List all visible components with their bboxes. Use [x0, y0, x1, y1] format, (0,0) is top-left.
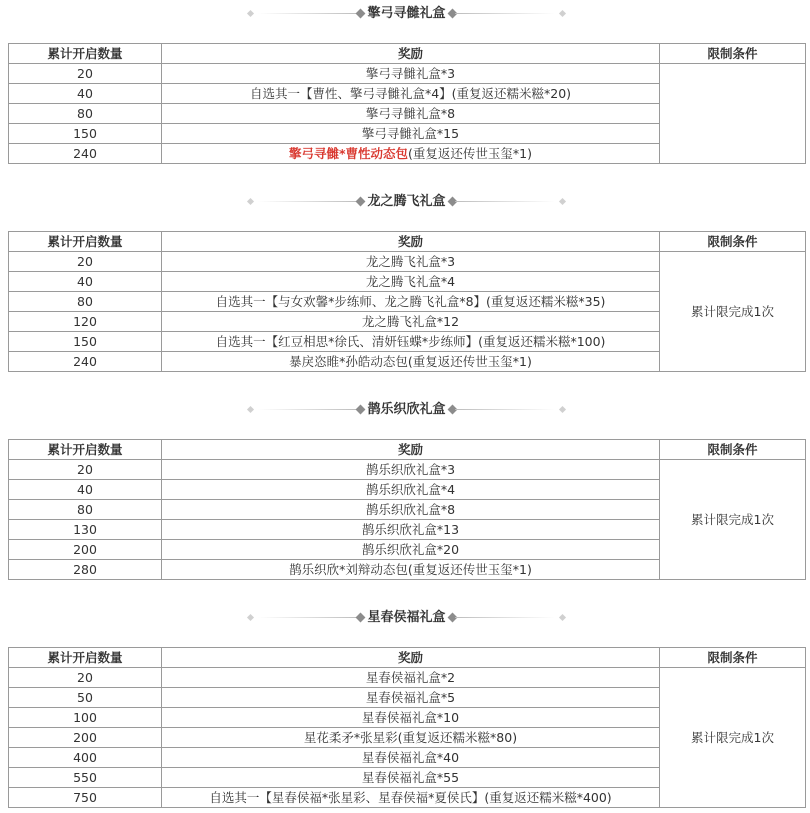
reward-cell: 鹊乐织欣礼盒*3 [162, 460, 660, 480]
count-cell: 100 [9, 708, 162, 728]
count-cell: 80 [9, 104, 162, 124]
header-reward: 奖励 [162, 44, 660, 64]
limit-cell [660, 64, 806, 164]
section-title-label: 星春侯福礼盒 [367, 610, 446, 625]
reward-cell: 擎弓寻雠礼盒*15 [162, 124, 660, 144]
divider [455, 201, 555, 202]
table-header-row [9, 232, 806, 252]
reward-cell: 星春侯福礼盒*40 [162, 748, 660, 768]
header-count: 累计开启数量 [9, 648, 162, 668]
count-cell: 150 [9, 332, 162, 352]
count-cell: 40 [9, 272, 162, 292]
highlight-reward: 擎弓寻雠*曹性动态包 [288, 145, 409, 161]
header-count: 累计开启数量 [9, 44, 162, 64]
table-row [9, 460, 806, 480]
count-cell: 150 [9, 124, 162, 144]
count-cell: 40 [9, 480, 162, 500]
reward-cell: 星春侯福礼盒*10 [162, 708, 660, 728]
reward-cell: 自选其一【星春侯福*张星彩、星春侯福*夏侯氏】(重复返还糯米糍*400) [162, 788, 660, 808]
count-cell: 750 [9, 788, 162, 808]
diamond-icon [247, 406, 254, 413]
section-3 [8, 398, 805, 580]
header-limit: 限制条件 [660, 232, 806, 252]
reward-tail: (重复返还传世玉玺*1) [408, 145, 532, 161]
reward-cell: 龙之腾飞礼盒*4 [162, 272, 660, 292]
count-cell: 200 [9, 728, 162, 748]
reward-cell: 星春侯福礼盒*2 [162, 668, 660, 688]
header-count: 累计开启数量 [9, 232, 162, 252]
table-header-row [9, 648, 806, 668]
reward-cell [162, 144, 660, 164]
divider [258, 201, 358, 202]
section-title [8, 2, 805, 26]
count-cell: 20 [9, 252, 162, 272]
diamond-icon [247, 614, 254, 621]
divider [258, 409, 358, 410]
reward-cell: 擎弓寻雠礼盒*3 [162, 64, 660, 84]
diamond-icon [247, 198, 254, 205]
header-limit: 限制条件 [660, 440, 806, 460]
section-1 [8, 2, 805, 164]
reward-cell: 自选其一【与女欢馨*步练师、龙之腾飞礼盒*8】(重复返还糯米糍*35) [162, 292, 660, 312]
diamond-icon [356, 9, 366, 19]
diamond-icon [356, 613, 366, 623]
reward-cell: 星花柔矛*张星彩(重复返还糯米糍*80) [162, 728, 660, 748]
diamond-icon [559, 198, 566, 205]
diamond-icon [247, 10, 254, 17]
count-cell: 240 [9, 144, 162, 164]
section-title-label: 擎弓寻雠礼盒 [367, 6, 446, 21]
limit-cell: 累计限完成1次 [660, 252, 806, 372]
divider [258, 617, 358, 618]
reward-cell: 鹊乐织欣*刘辩动态包(重复返还传世玉玺*1) [162, 560, 660, 580]
table-row [9, 668, 806, 688]
reward-table [8, 439, 806, 580]
reward-cell: 鹊乐织欣礼盒*4 [162, 480, 660, 500]
count-cell: 200 [9, 540, 162, 560]
header-reward: 奖励 [162, 232, 660, 252]
divider [258, 13, 358, 14]
count-cell: 240 [9, 352, 162, 372]
reward-table [8, 231, 806, 372]
diamond-icon [559, 614, 566, 621]
reward-cell: 鹊乐织欣礼盒*20 [162, 540, 660, 560]
reward-cell: 自选其一【曹性、擎弓寻雠礼盒*4】(重复返还糯米糍*20) [162, 84, 660, 104]
divider [455, 409, 555, 410]
count-cell: 20 [9, 64, 162, 84]
count-cell: 400 [9, 748, 162, 768]
header-limit: 限制条件 [660, 648, 806, 668]
count-cell: 20 [9, 460, 162, 480]
diamond-icon [356, 405, 366, 415]
count-cell: 50 [9, 688, 162, 708]
diamond-icon [356, 197, 366, 207]
section-title [8, 398, 805, 422]
reward-cell: 星春侯福礼盒*5 [162, 688, 660, 708]
header-reward: 奖励 [162, 440, 660, 460]
reward-cell: 鹊乐织欣礼盒*13 [162, 520, 660, 540]
reward-cell: 擎弓寻雠礼盒*8 [162, 104, 660, 124]
reward-cell: 鹊乐织欣礼盒*8 [162, 500, 660, 520]
header-reward: 奖励 [162, 648, 660, 668]
count-cell: 80 [9, 292, 162, 312]
reward-cell: 龙之腾飞礼盒*12 [162, 312, 660, 332]
section-title-label: 鹊乐织欣礼盒 [367, 402, 446, 417]
count-cell: 130 [9, 520, 162, 540]
reward-table [8, 43, 806, 164]
count-cell: 120 [9, 312, 162, 332]
count-cell: 550 [9, 768, 162, 788]
reward-cell: 暴戾恣睢*孙皓动态包(重复返还传世玉玺*1) [162, 352, 660, 372]
reward-cell: 星春侯福礼盒*55 [162, 768, 660, 788]
count-cell: 40 [9, 84, 162, 104]
count-cell: 80 [9, 500, 162, 520]
table-row [9, 252, 806, 272]
section-2 [8, 190, 805, 372]
table-row [9, 64, 806, 84]
table-header-row [9, 440, 806, 460]
section-title [8, 190, 805, 214]
diamond-icon [559, 406, 566, 413]
limit-cell: 累计限完成1次 [660, 668, 806, 808]
divider [455, 617, 555, 618]
section-title [8, 606, 805, 630]
section-title-label: 龙之腾飞礼盒 [367, 194, 446, 209]
reward-cell: 自选其一【红豆相思*徐氏、清妍钰蝶*步练师】(重复返还糯米糍*100) [162, 332, 660, 352]
reward-table [8, 647, 806, 808]
count-cell: 20 [9, 668, 162, 688]
header-count: 累计开启数量 [9, 440, 162, 460]
section-4 [8, 606, 805, 808]
divider [455, 13, 555, 14]
diamond-icon [559, 10, 566, 17]
reward-cell: 龙之腾飞礼盒*3 [162, 252, 660, 272]
limit-cell: 累计限完成1次 [660, 460, 806, 580]
count-cell: 280 [9, 560, 162, 580]
table-header-row [9, 44, 806, 64]
header-limit: 限制条件 [660, 44, 806, 64]
